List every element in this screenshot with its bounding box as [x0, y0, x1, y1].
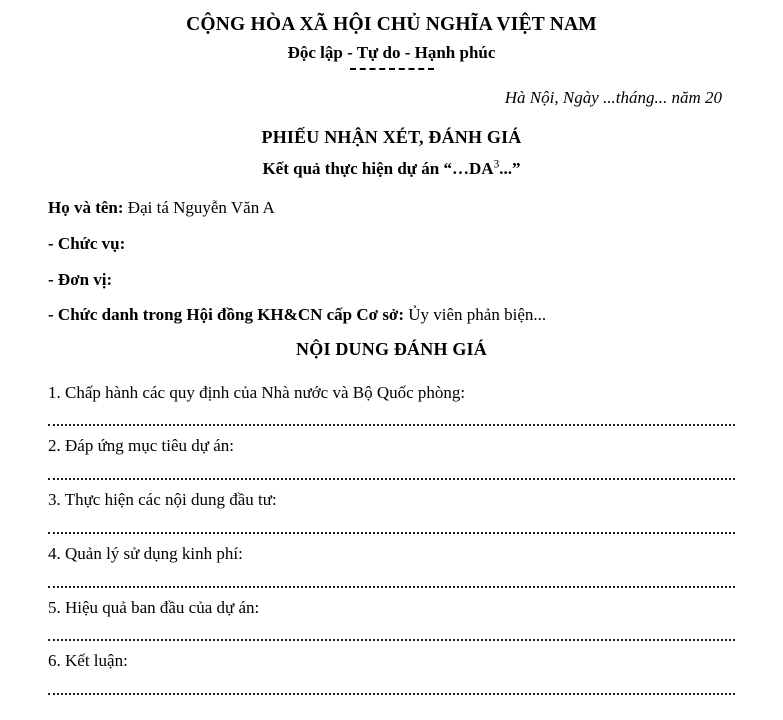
criterion-answer-line-6[interactable]: [48, 693, 735, 695]
criterion-item-4: [48, 534, 735, 588]
info-row-council-role: [48, 304, 735, 327]
criterion-item-1: [48, 373, 735, 427]
subtitle-prefix: Kết quả thực hiện dự án “…DA: [262, 158, 494, 178]
page-subtitle: [0, 158, 783, 180]
criterion-label-1: 1. Chấp hành các quy định của Nhà nước và Bộ Quốc phòng:: [48, 382, 466, 402]
info-value-council-role: Ủy viên phản biện...: [404, 305, 547, 325]
info-label-position: - Chức vụ:: [48, 233, 126, 253]
info-row-position: [48, 233, 735, 256]
reviewer-info-block: [0, 197, 783, 327]
criterion-label-3: 3. Thực hiện các nội dung đầu tư:: [48, 490, 277, 510]
section-heading-evaluation-content: NỘI DUNG ĐÁNH GIÁ: [296, 339, 487, 360]
national-heading-block: [0, 0, 783, 70]
info-row-full-name: [48, 197, 735, 220]
criterion-item-3: [48, 480, 735, 534]
national-motto: Độc lập - Tự do - Hạnh phúc: [287, 43, 496, 63]
info-row-unit: [48, 269, 735, 292]
info-label-council-role: - Chức danh trong Hội đồng KH&CN cấp Cơ sở:: [48, 305, 405, 325]
criterion-item-6: [48, 641, 735, 695]
subtitle-suffix: ...”: [499, 158, 521, 178]
info-label-unit: - Đơn vị:: [48, 269, 113, 289]
heading-separator-rule: [350, 68, 434, 70]
page-title: PHIẾU NHẬN XÉT, ĐÁNH GIÁ: [261, 126, 522, 147]
criterion-item-5: [48, 588, 735, 642]
criterion-label-4: 4. Quản lý sử dụng kinh phí:: [48, 543, 243, 563]
criterion-label-5: 5. Hiệu quả ban đầu của dự án:: [48, 597, 260, 617]
place-and-date: Hà Nội, Ngày ...tháng... năm 20: [504, 88, 722, 108]
criterion-label-2: 2. Đáp ứng mục tiêu dự án:: [48, 436, 235, 456]
criterion-label-6: 6. Kết luận:: [48, 651, 128, 671]
subtitle-superscript: 3: [493, 157, 500, 171]
criterion-item-2: [48, 426, 735, 480]
criteria-list: [0, 373, 783, 696]
info-value-full-name: Đại tá Nguyễn Văn A: [123, 198, 275, 218]
info-label-full-name: Họ và tên:: [48, 198, 124, 218]
national-title: CỘNG HÒA XÃ HỘI CHỦ NGHĨA VIỆT NAM: [186, 14, 597, 35]
